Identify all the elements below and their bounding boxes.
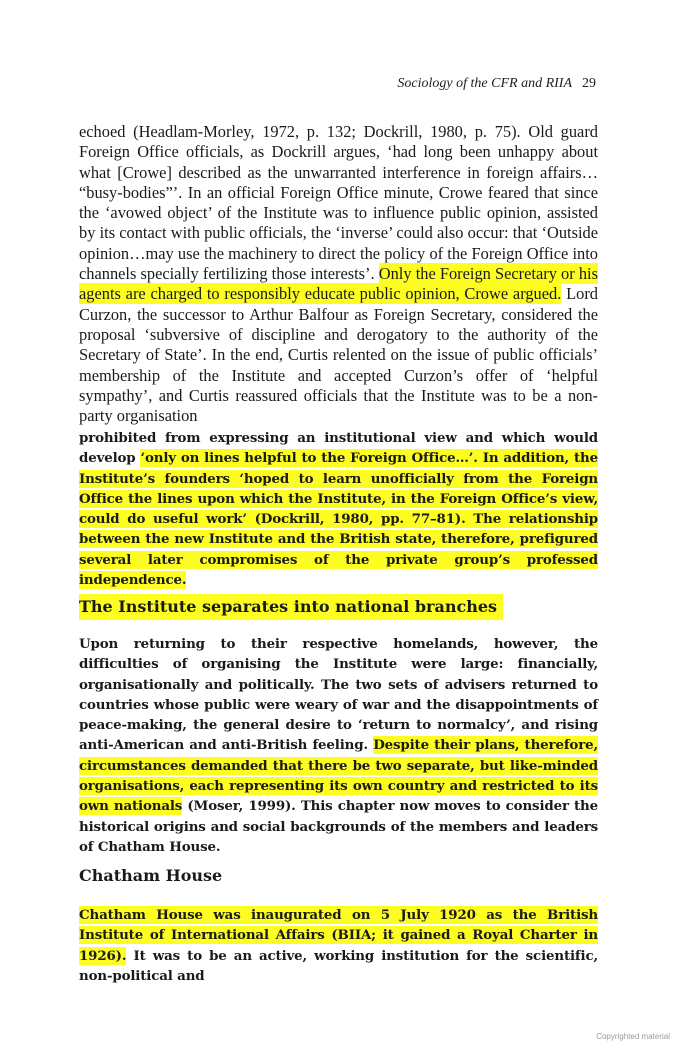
section-heading-text: Chatham House bbox=[79, 866, 223, 885]
paragraph-1-text: echoed (Headlam-Morley, 1972, p. 132; Dockrill, 1980, p. 75). Old guard Foreign Office officials, as Dockrill argues, ‘had long been unhappy about what [Crowe] described as the unwarranted interference in foreign affairs… “busy-bodies”’. In an official Foreign Office minute, Crowe feared that since the ‘avowed object’ of the Institute was to influence public opinion, assisted by its contact with public officials, the ‘inverse’ could also occur: that ‘Outside opinion…may use the machinery to direct the policy of the Foreign Office into channels specially fertilizing those interests’. bbox=[79, 122, 598, 284]
running-title: Sociology of the CFR and RIIA bbox=[397, 76, 572, 91]
paragraph-3 bbox=[79, 634, 598, 857]
highlighted-passage[interactable]: Despite their plans, therefore, circumstances demanded that there be two separate, but like-minded organisations, each representing its own country and restricted to its own nationals bbox=[79, 737, 598, 815]
paragraph-3-text: Upon returning to their respective homelands, however, the difficulties of organising the Institute were large: financially, organisationally and politically. The two sets of advisers returned to countries whose public were weary of war and the disappointments of peace-making, the general desire to ‘return to normalcy’, and rising anti-American and anti-British feeling. bbox=[79, 636, 598, 754]
section-heading-text[interactable]: The Institute separates into national branches bbox=[79, 594, 503, 620]
copyright-notice: Copyrighted material bbox=[596, 1032, 670, 1041]
paragraph-1-text-cont: Lord Curzon, the successor to Arthur Balfour as Foreign Secretary, considered the proposal ‘subversive of discipline and derogatory to the authority of the Secretary of State’. In the end, Curtis relented on the issue of public officials’ membership of the Institute and accepted Curzon’s offer of ‘helpful sympathy’, and Curtis reassured officials that the Institute was to be a non-party organisation bbox=[79, 284, 598, 426]
paragraph-4 bbox=[79, 905, 598, 986]
paragraph-2-text: prohibited from expressing an institutional view and which would develop bbox=[79, 430, 598, 467]
running-header bbox=[397, 76, 596, 92]
paragraph-4-text: It was to be an active, working institution for the scientific, non-political and bbox=[79, 947, 598, 984]
highlighted-passage[interactable]: Only the Foreign Secretary or his agents are charged to responsibly educate public opinion, Crowe argued. bbox=[79, 264, 598, 304]
section-heading bbox=[79, 597, 503, 616]
paragraph-3-text-cont: (Moser, 1999). This chapter now moves to consider the historical origins and social backgrounds of the members and leaders of Chatham House. bbox=[79, 798, 599, 855]
paragraph-1 bbox=[79, 122, 598, 426]
highlighted-passage[interactable]: Chatham House was inaugurated on 5 July 1920 as the British Institute of International Affairs (BIIA; it gained a Royal Charter in 1926). bbox=[79, 907, 598, 964]
highlighted-passage[interactable]: ‘only on lines helpful to the Foreign Office…’. In addition, the Institute’s founders ‘hoped to learn unofficially from the Foreign Office the lines upon which the Institute, in the Foreign Office’s view, could do useful work’ (Dockrill, 1980, pp. 77–81). The relationship between the new Institute and the British state, therefore, prefigured several later compromises of the private group’s professed independence. bbox=[79, 450, 598, 589]
section-heading-chatham-house bbox=[79, 866, 222, 885]
paragraph-2 bbox=[79, 428, 598, 590]
page-number: 29 bbox=[582, 76, 596, 91]
